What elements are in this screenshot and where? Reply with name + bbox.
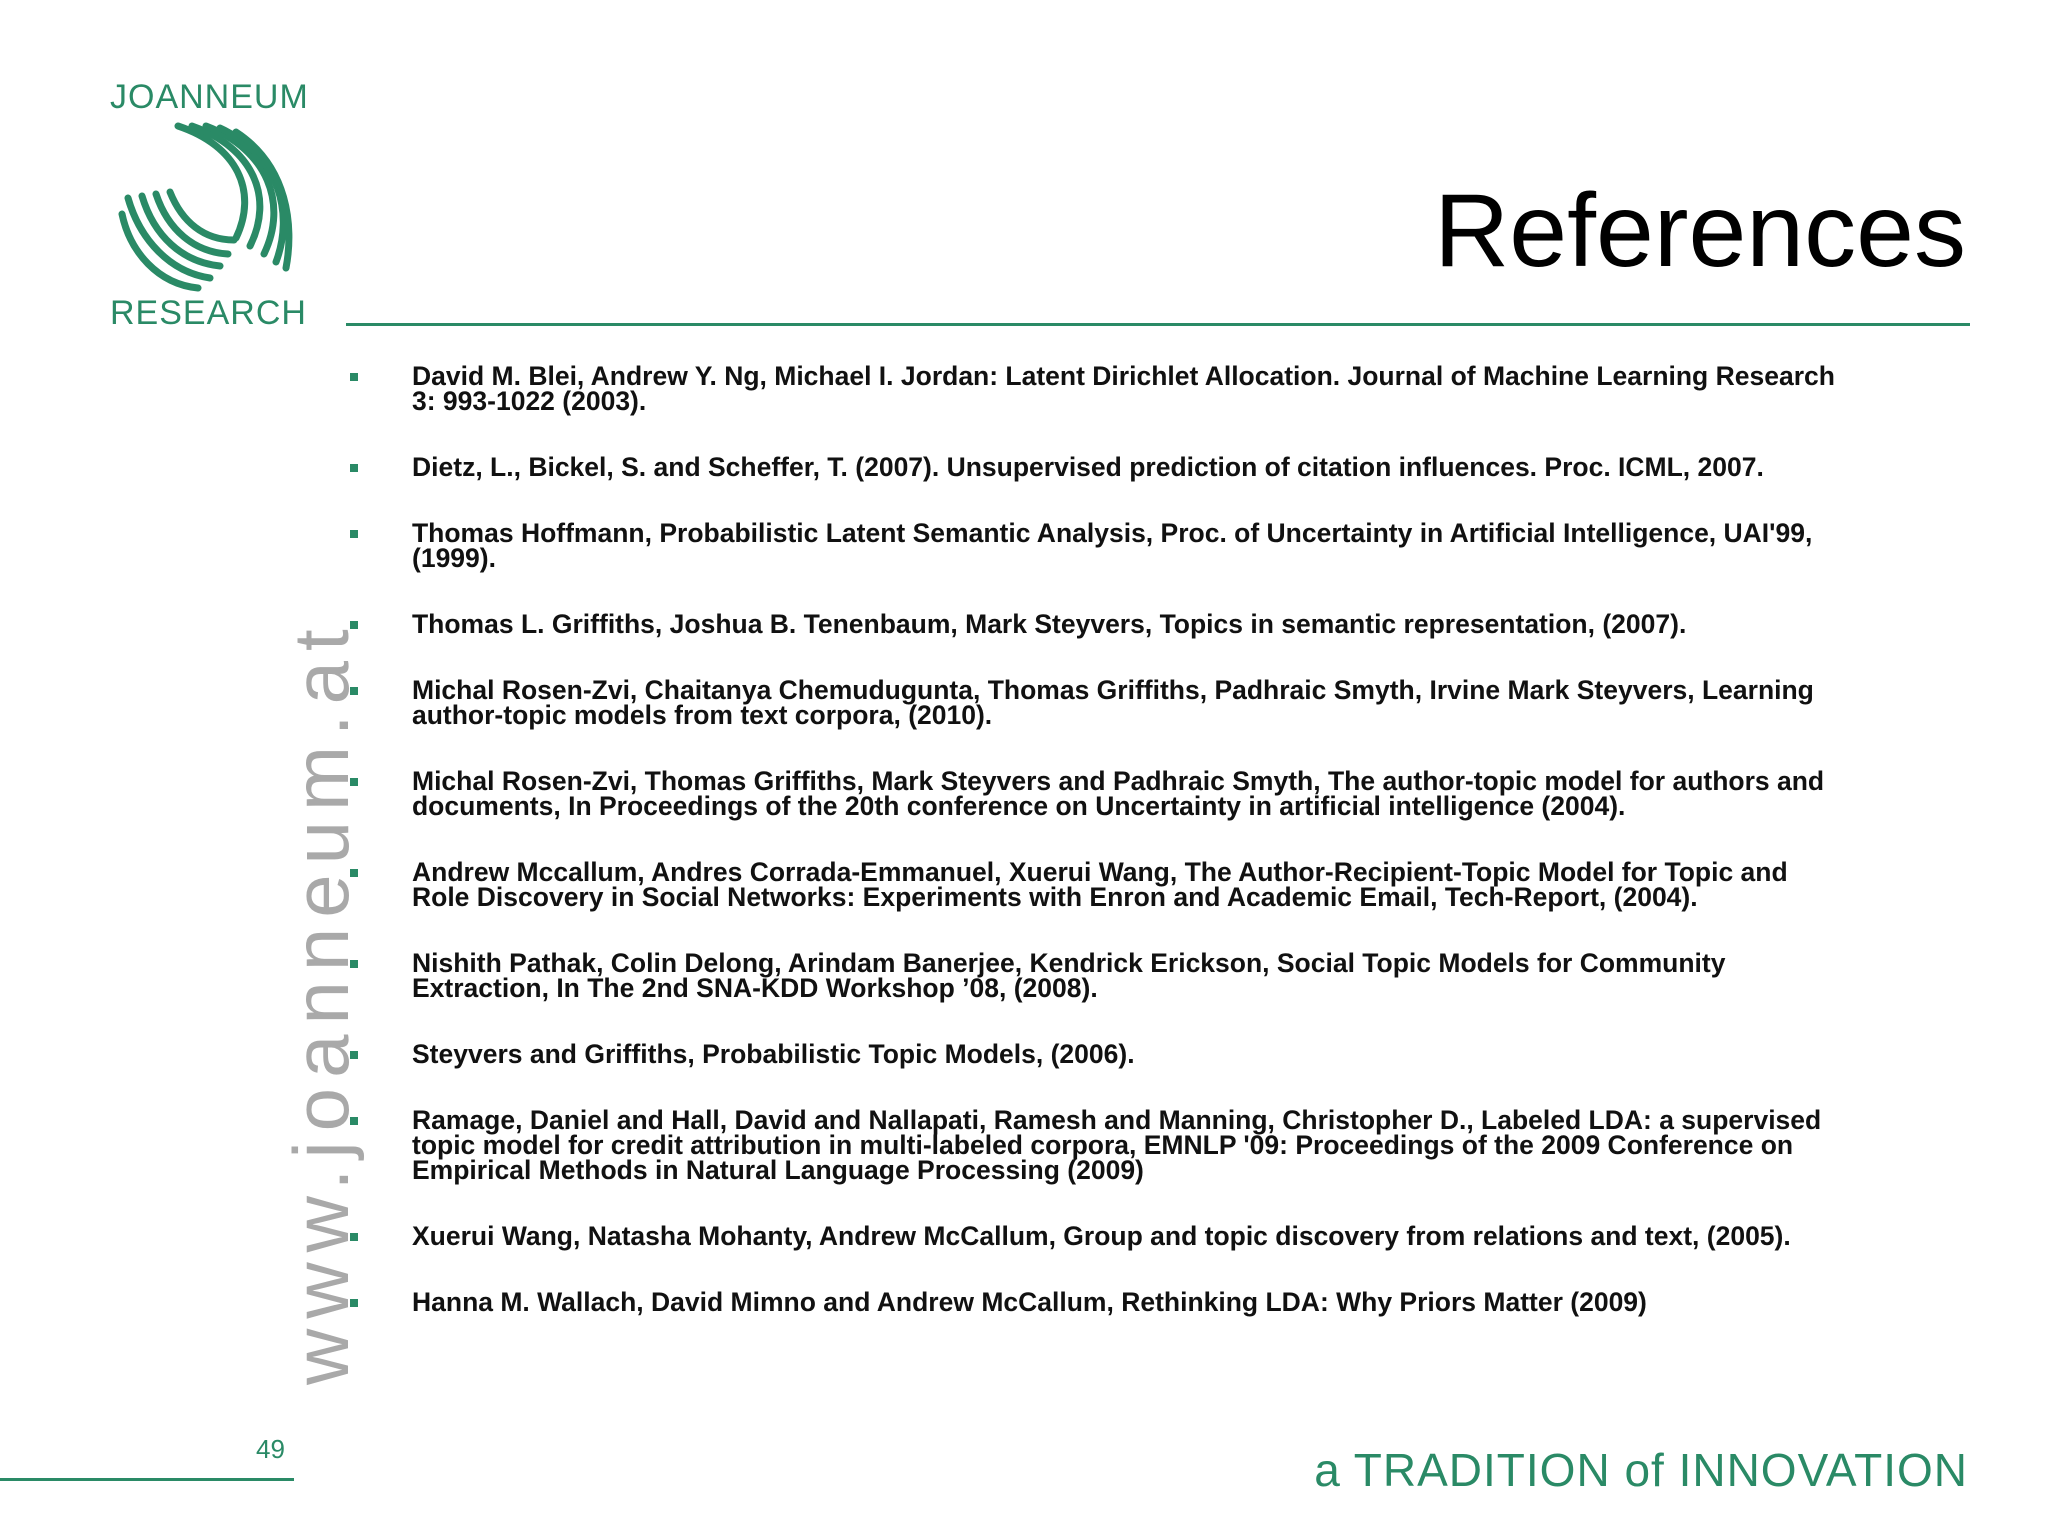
reference-text [412,518,1976,573]
reference-text [412,1039,1976,1069]
reference-line: Nishith Pathak, Colin Delong, Arindam Banerjee, Kendrick Erickson, Social Topic Models for Community [412,948,1726,978]
logo-top-text: JOANNEUM [110,78,309,116]
joanneum-research-logo [110,78,309,338]
reference-line: David M. Blei, Andrew Y. Ng, Michael I. Jordan: Latent Dirichlet Allocation. Journal of Machine Learning Research [412,361,1835,391]
reference-item [346,1221,1976,1251]
reference-line: Thomas Hoffmann, Probabilistic Latent Semantic Analysis, Proc. of Uncertainty in Artificial Intelligence, UAI'99, [412,518,1813,548]
reference-item [346,1105,1976,1185]
reference-item [346,857,1976,912]
reference-text [412,361,1976,416]
reference-item [346,361,1976,416]
bullet-icon [350,464,358,472]
reference-text [412,452,1976,482]
reference-line: Ramage, Daniel and Hall, David and Nallapati, Ramesh and Manning, Christopher D., Labeled LDA: a supervised [412,1105,1822,1135]
footer-tagline: a TRADITION of INNOVATION [1314,1444,1968,1496]
footer-divider [0,1478,294,1481]
page-number: 49 [256,1434,285,1464]
reference-line: Steyvers and Griffiths, Probabilistic Topic Models, (2006). [412,1039,1135,1069]
side-website-url: www.joanneum.at [277,619,365,1385]
slide-title: References [1434,173,1966,289]
reference-item [346,675,1976,730]
reference-line: Xuerui Wang, Natasha Mohanty, Andrew McCallum, Group and topic discovery from relations and text, (2005). [412,1221,1791,1251]
joanneum-wave-logo-icon [118,122,294,292]
reference-line: author-topic models from text corpora, (2010). [412,700,993,730]
reference-text [412,766,1976,821]
reference-item [346,609,1976,639]
reference-item [346,948,1976,1003]
reference-line: Role Discovery in Social Networks: Experiments with Enron and Academic Email, Tech-Report, (2004). [412,882,1698,912]
reference-text [412,1221,1976,1251]
reference-line: 3: 993-1022 (2003). [412,386,647,416]
reference-line: Michal Rosen-Zvi, Thomas Griffiths, Mark Steyvers and Padhraic Smyth, The author-topic model for authors and [412,766,1825,796]
logo-bottom-text: RESEARCH [110,294,307,332]
reference-text [412,857,1976,912]
reference-line: Andrew Mccallum, Andres Corrada-Emmanuel, Xuerui Wang, The Author-Recipient-Topic Model for Topic and [412,857,1788,887]
bullet-icon [350,373,358,381]
reference-line: (1999). [412,543,496,573]
reference-line: Empirical Methods in Natural Language Processing (2009) [412,1155,1144,1185]
bullet-icon [350,530,358,538]
reference-line: Hanna M. Wallach, David Mimno and Andrew McCallum, Rethinking LDA: Why Priors Matter (2009) [412,1287,1647,1317]
title-divider [346,323,1970,326]
reference-text [412,1105,1976,1185]
reference-text [412,609,1976,639]
reference-item [346,1039,1976,1069]
reference-line: Dietz, L., Bickel, S. and Scheffer, T. (2007). Unsupervised prediction of citation influences. Proc. ICML, 2007. [412,452,1764,482]
reference-line: documents, In Proceedings of the 20th conference on Uncertainty in artificial intelligence (2004). [412,791,1626,821]
reference-item [346,766,1976,821]
reference-line: Michal Rosen-Zvi, Chaitanya Chemudugunta, Thomas Griffiths, Padhraic Smyth, Irvine Mark Steyvers, Learning [412,675,1814,705]
reference-text [412,1287,1976,1317]
reference-item [346,1287,1976,1317]
reference-line: Thomas L. Griffiths, Joshua B. Tenenbaum, Mark Steyvers, Topics in semantic representation, (2007). [412,609,1687,639]
reference-item [346,518,1976,573]
reference-line: topic model for credit attribution in multi-labeled corpora, EMNLP '09: Proceedings of the 2009 Conference on [412,1130,1794,1160]
reference-item [346,452,1976,482]
references-list [346,361,1976,1356]
reference-line: Extraction, In The 2nd SNA-KDD Workshop ’08, (2008). [412,973,1098,1003]
reference-text [412,948,1976,1003]
reference-text [412,675,1976,730]
